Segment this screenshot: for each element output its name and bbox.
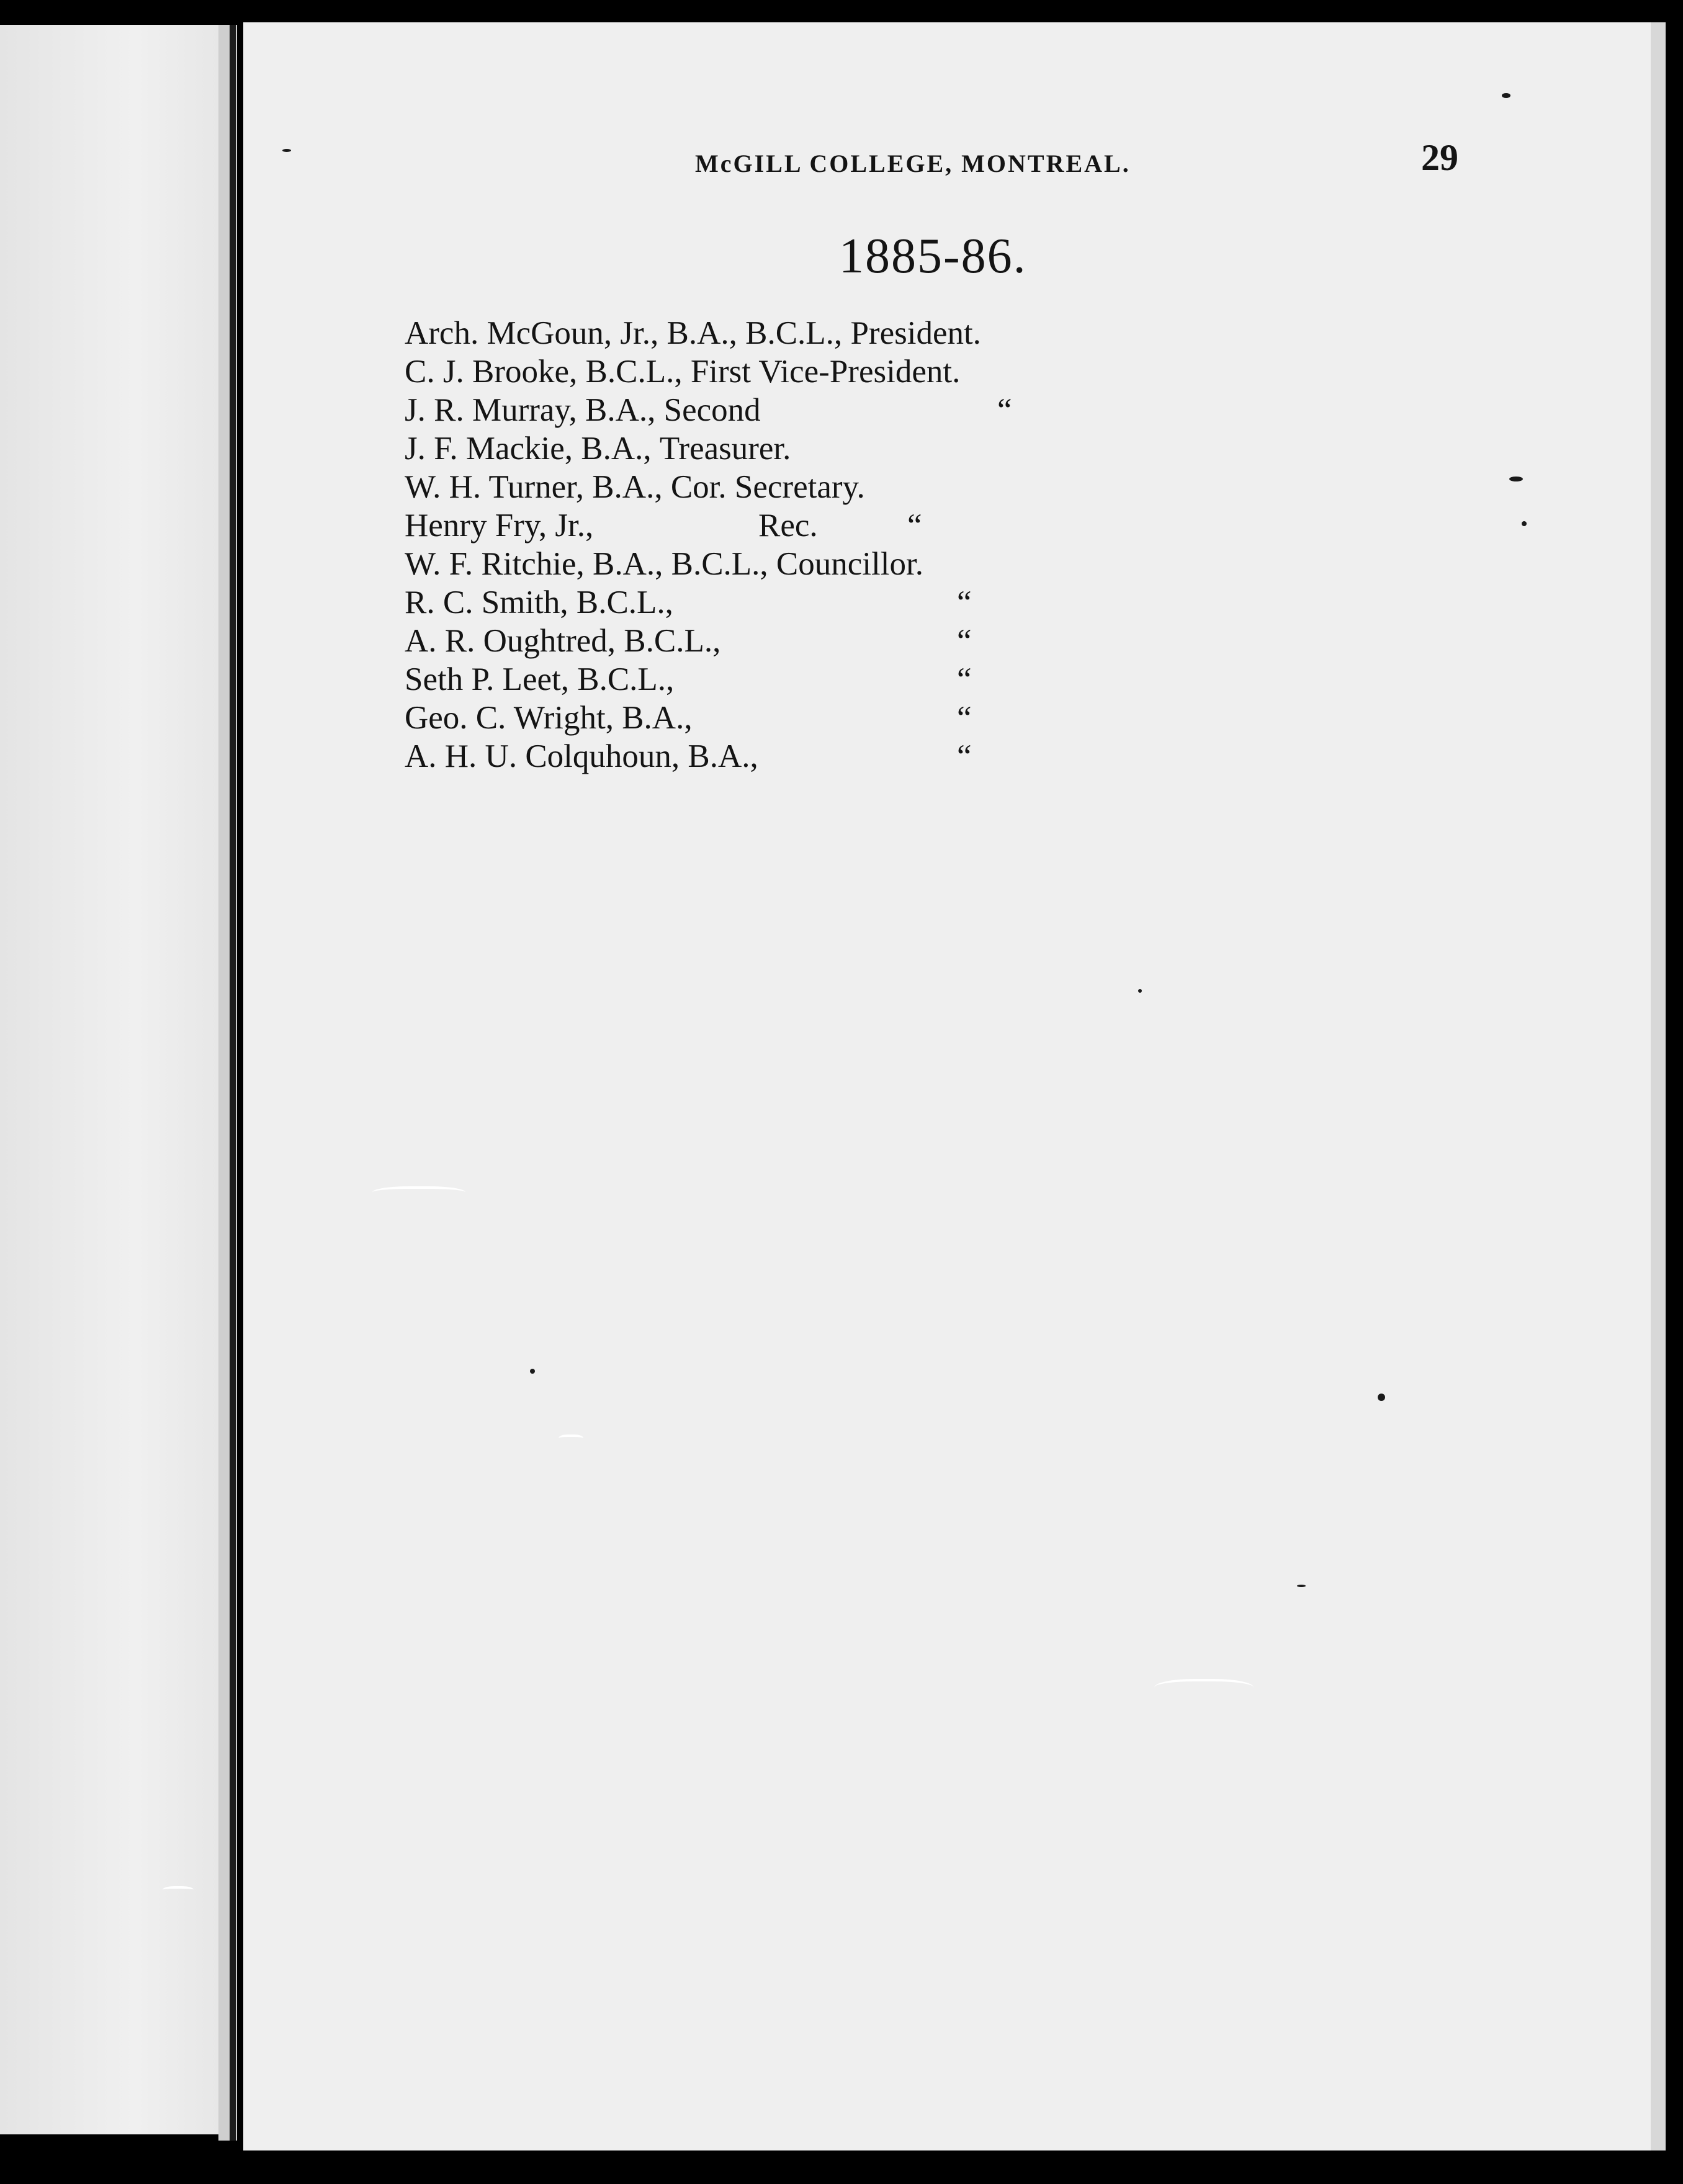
officer-name: J. F. Mackie, B.A., <box>405 431 652 467</box>
officer-entry <box>405 660 1373 699</box>
print-speck <box>1297 1585 1306 1587</box>
section-year-heading: 1885-86. <box>839 229 1027 284</box>
print-speck <box>1509 477 1523 481</box>
officer-list <box>405 314 1373 776</box>
officer-entry <box>405 314 1373 352</box>
print-speck <box>530 1369 535 1374</box>
officer-entry <box>405 583 1373 622</box>
ditto-mark: “ <box>957 584 972 620</box>
print-speck <box>1502 93 1510 98</box>
binding-spine-line <box>230 25 236 2141</box>
ditto-mark: “ <box>907 508 922 544</box>
paper-scratch <box>372 1186 465 1201</box>
ditto-mark: “ <box>957 738 972 774</box>
officer-name: Henry Fry, Jr., <box>405 508 594 544</box>
officer-office: Cor. Secretary. <box>670 469 865 505</box>
print-speck <box>1378 1394 1385 1401</box>
officer-entry <box>405 737 1373 776</box>
ditto-mark: “ <box>957 661 972 697</box>
officer-entry <box>405 545 1373 583</box>
officer-entry <box>405 622 1373 660</box>
paper-scratch <box>559 1434 583 1443</box>
print-speck <box>282 149 291 152</box>
officer-name: W. F. Ritchie, B.A., B.C.L., <box>405 546 768 582</box>
officer-entry <box>405 699 1373 737</box>
officer-office: Treasurer. <box>659 431 791 467</box>
officer-name: C. J. Brooke, B.C.L., <box>405 354 683 390</box>
officer-name: R. C. Smith, B.C.L., <box>405 584 673 620</box>
officer-entry <box>405 352 1373 391</box>
officer-name: Seth P. Leet, B.C.L., <box>405 661 675 697</box>
officer-office: First Vice-President. <box>690 354 961 390</box>
facing-page-edge <box>0 25 227 2134</box>
running-header: McGILL COLLEGE, MONTREAL. <box>695 150 1131 177</box>
paper-scratch <box>163 1886 194 1895</box>
officer-name: Arch. McGoun, Jr., B.A., B.C.L., <box>405 315 843 351</box>
officer-name: Geo. C. Wright, B.A., <box>405 700 693 736</box>
print-speck <box>1138 989 1142 993</box>
officer-name: J. R. Murray, B.A., <box>405 392 656 428</box>
ditto-mark: “ <box>957 623 972 659</box>
officer-name: W. H. Turner, B.A., <box>405 469 663 505</box>
officer-office: Second <box>663 392 761 428</box>
officer-entry <box>405 391 1373 429</box>
officer-office: President. <box>850 315 981 351</box>
page-right-edge <box>1651 22 1666 2150</box>
print-speck <box>1522 521 1527 526</box>
facing-page-paper <box>0 25 227 2134</box>
officer-office: Councillor. <box>776 546 923 582</box>
officer-name: A. R. Oughtred, B.C.L., <box>405 623 721 659</box>
officer-office: Rec. <box>758 508 818 544</box>
page-number: 29 <box>1421 137 1458 178</box>
ditto-mark: “ <box>997 392 1012 428</box>
officer-entry <box>405 429 1373 468</box>
paper-scratch <box>1154 1679 1254 1700</box>
ditto-mark: “ <box>957 700 972 736</box>
officer-entry <box>405 506 1373 545</box>
officer-entry <box>405 468 1373 506</box>
officer-name: A. H. U. Colquhoun, B.A., <box>405 738 758 774</box>
